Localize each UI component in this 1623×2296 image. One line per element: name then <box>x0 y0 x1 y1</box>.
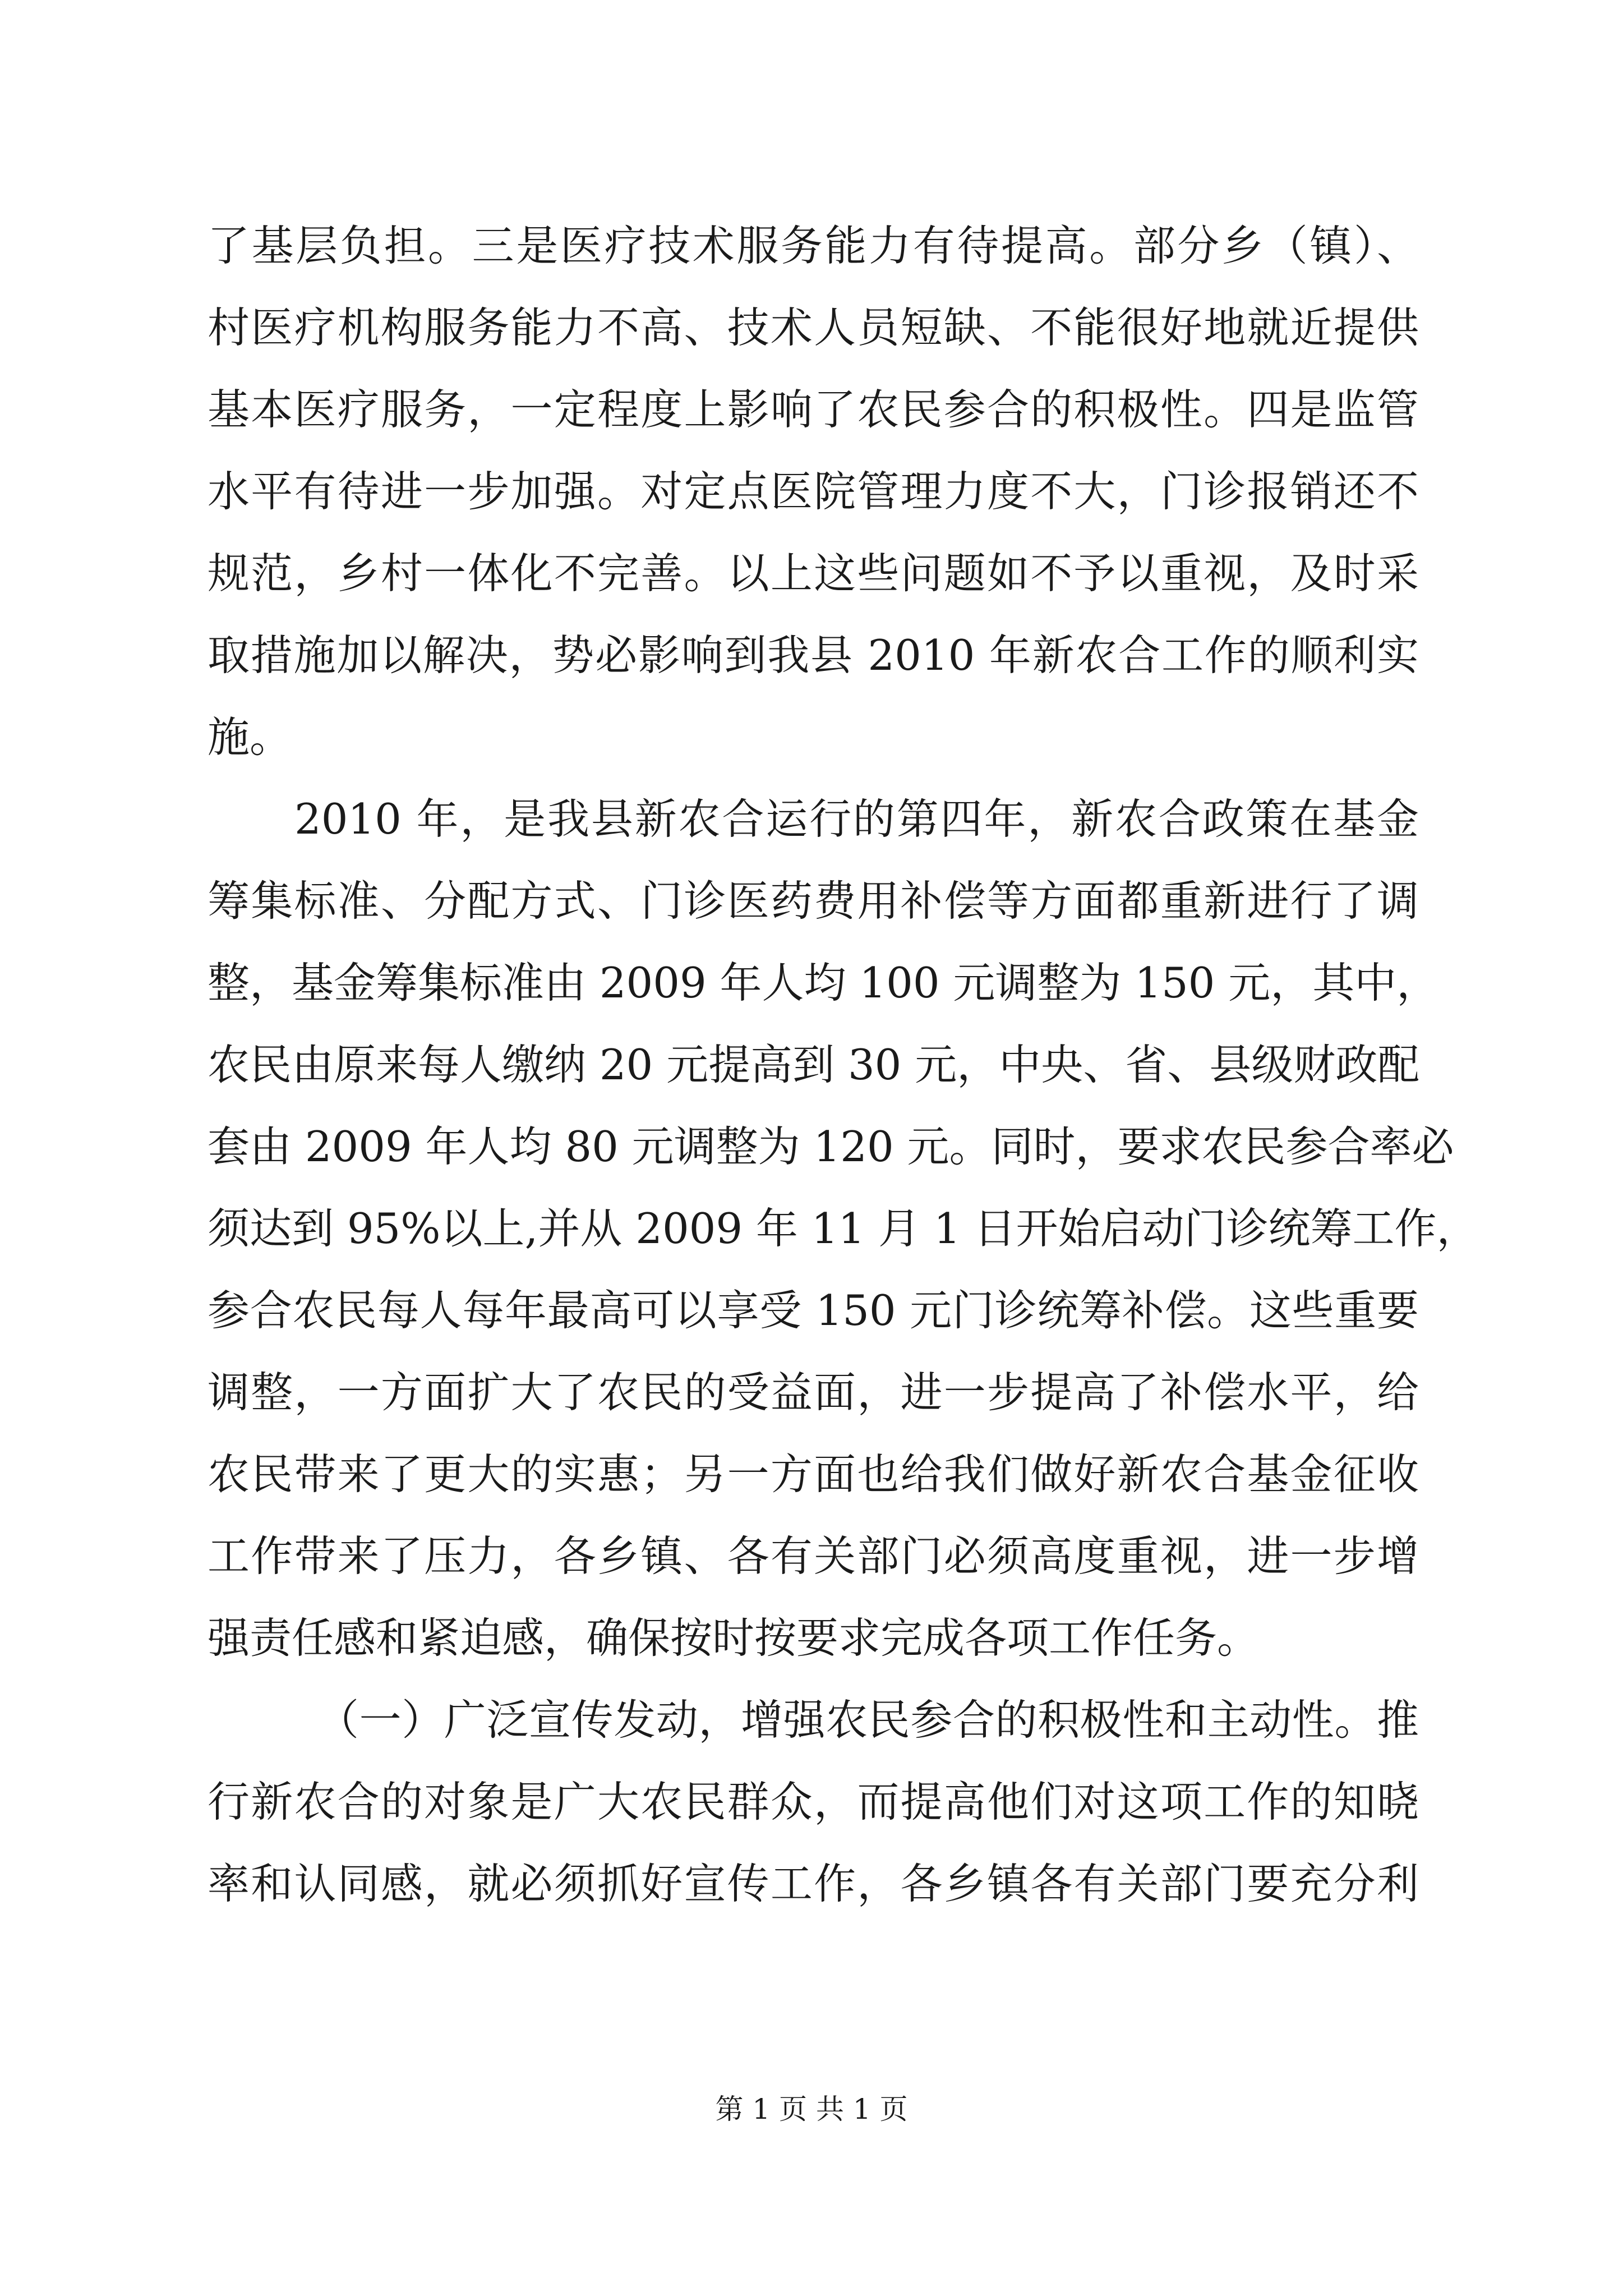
paragraph-2 <box>208 778 1479 1679</box>
text-line: 调整，一方面扩大了农民的受益面，进一步提高了补偿水平，给 <box>208 1368 1419 1417</box>
text-line: 须达到 95%以上,并从 2009 年 11 月 1 日开始启动门诊统筹工作， <box>208 1204 1479 1253</box>
text-line: 套由 2009 年人均 80 元调整为 120 元。同时，要求农民参合率必 <box>208 1122 1454 1171</box>
text-line: 整，基金筹集标准由 2009 年人均 100 元调整为 150 元，其中， <box>208 958 1439 1007</box>
text-line: 农民由原来每人缴纳 20 元提高到 30 元，中央、省、县级财政配 <box>208 1040 1420 1089</box>
paragraph-3 <box>208 1679 1419 1925</box>
text-line: 施。 <box>208 712 292 762</box>
text-line: 率和认同感，就必须抓好宣传工作，各乡镇各有关部门要充分利 <box>208 1859 1419 1908</box>
text-line: 规范，乡村一体化不完善。以上这些问题如不予以重视，及时采 <box>208 549 1419 598</box>
document-body <box>208 205 1479 1925</box>
text-line: 筹集标准、分配方式、门诊医药费用补偿等方面都重新进行了调 <box>208 876 1419 926</box>
text-line: 参合农民每人每年最高可以享受 150 元门诊统筹补偿。这些重要 <box>208 1286 1419 1335</box>
paragraph-1 <box>208 205 1419 778</box>
text-line: 取措施加以解决，势必影响到我县 2010 年新农合工作的顺利实 <box>208 631 1419 680</box>
text-line: 水平有待进一步加强。对定点医院管理力度不大，门诊报销还不 <box>208 467 1419 516</box>
text-line: 农民带来了更大的实惠；另一方面也给我们做好新农合基金征收 <box>208 1450 1419 1499</box>
text-line: 工作带来了压力，各乡镇、各有关部门必须高度重视，进一步增 <box>208 1531 1419 1581</box>
text-line: 村医疗机构服务能力不高、技术人员短缺、不能很好地就近提供 <box>208 303 1419 352</box>
page-number-label: 第 1 页 共 1 页 <box>715 2093 908 2125</box>
text-line: （一）广泛宣传发动，增强农民参合的积极性和主动性。推 <box>317 1695 1419 1745</box>
text-line: 行新农合的对象是广大农民群众，而提高他们对这项工作的知晓 <box>208 1777 1419 1826</box>
page-footer <box>0 2090 1623 2129</box>
text-line: 2010 年，是我县新农合运行的第四年，新农合政策在基金 <box>294 794 1419 844</box>
text-line: 了基层负担。三是医疗技术服务能力有待提高。部分乡（镇）、 <box>208 221 1419 270</box>
text-line: 强责任感和紧迫感，确保按时按要求完成各项工作任务。 <box>208 1613 1260 1663</box>
text-line: 基本医疗服务，一定程度上影响了农民参合的积极性。四是监管 <box>208 385 1419 434</box>
